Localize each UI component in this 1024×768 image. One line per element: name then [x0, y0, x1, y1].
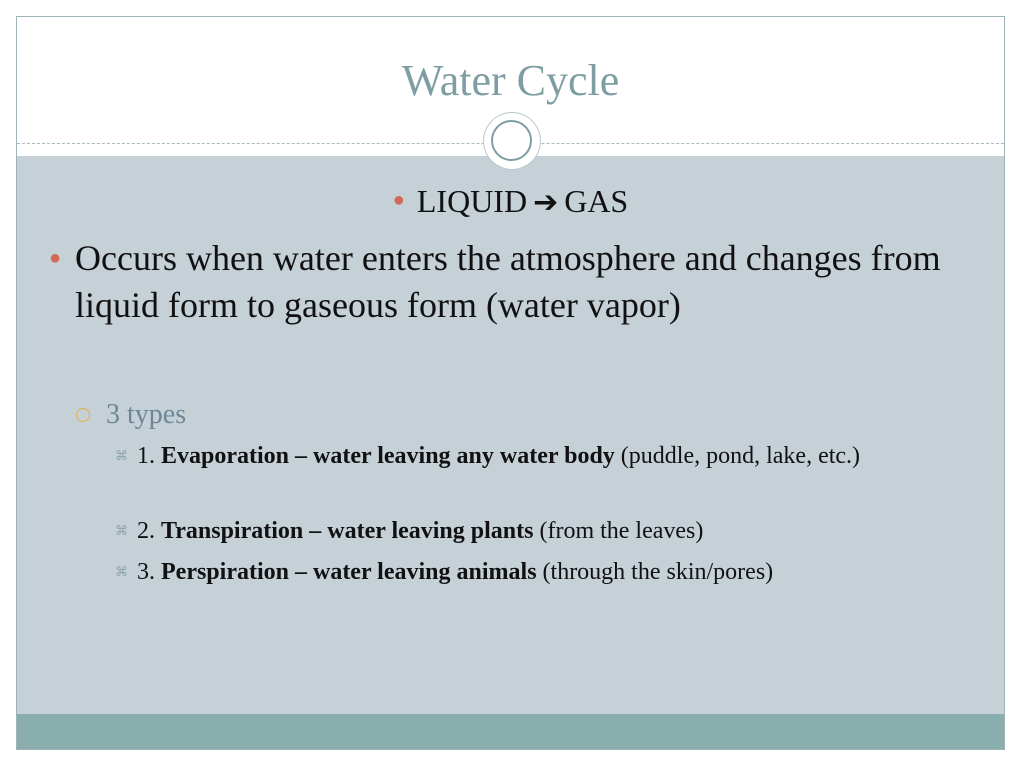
slide-title: Water Cycle [401, 56, 620, 105]
sub-point-text: 3 types [106, 399, 187, 430]
x-bullet-icon: ⌘ [115, 449, 128, 464]
bullet-dot-icon: ● [392, 189, 405, 211]
type-item [115, 440, 937, 473]
x-bullet-icon: ⌘ [115, 565, 128, 580]
sub-point [106, 399, 186, 431]
slide [16, 16, 1005, 750]
heading-line [17, 183, 1004, 220]
hollow-circle-bullet-icon [76, 408, 90, 422]
type-item [115, 515, 937, 548]
type-rest: (through the skin/pores) [542, 559, 774, 585]
footer-band [17, 714, 1004, 749]
x-bullet-icon: ⌘ [115, 524, 128, 539]
type-rest: (from the leaves) [539, 518, 704, 544]
heading-part1: LIQUID [416, 183, 528, 219]
main-point [49, 235, 955, 329]
type-bold: Transpiration – water leaving plants [161, 518, 534, 544]
heading-part2: GAS [564, 183, 629, 219]
type-number: 2. [137, 518, 155, 544]
type-bold: Perspiration – water leaving animals [161, 559, 537, 585]
type-bold: Evaporation – water leaving any water body [161, 443, 615, 469]
type-number: 1. [137, 443, 155, 469]
right-arrow-icon: ➔ [533, 185, 559, 220]
type-rest: (puddle, pond, lake, etc.) [620, 443, 861, 469]
main-point-text: Occurs when water enters the atmosphere and changes from liquid form to gaseous form (water vapor) [75, 238, 941, 325]
circle-ornament-icon [484, 113, 540, 169]
bullet-dot-icon: ● [49, 247, 62, 269]
type-item [115, 556, 937, 589]
type-number: 3. [137, 559, 155, 585]
